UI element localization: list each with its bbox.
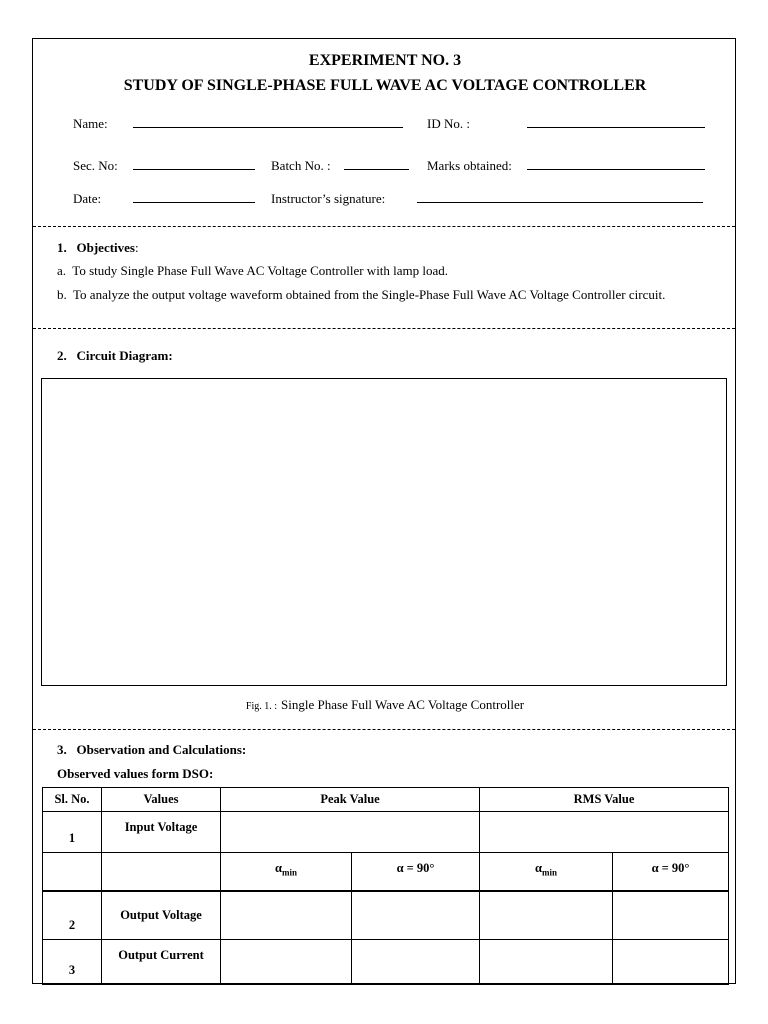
batch-field[interactable] [344, 169, 409, 170]
output-current-rms-min-cell[interactable] [480, 940, 613, 985]
batch-label: Batch No. : [271, 158, 331, 173]
marks-label: Marks obtained: [427, 158, 512, 173]
marks-field[interactable] [527, 169, 705, 170]
header-peak-value: Peak Value [221, 788, 480, 812]
row-value-label: Output Current [102, 940, 221, 985]
output-current-peak-min-cell[interactable] [221, 940, 352, 985]
input-peak-cell[interactable] [221, 812, 480, 853]
output-voltage-peak-90-cell[interactable] [352, 891, 480, 940]
empty-cell [102, 853, 221, 891]
objective-item: b. To analyze the output voltage waveform obtained from the Single-Phase Full Wave AC Voltage Controller circuit. [57, 287, 666, 302]
signature-label: Instructor’s signature: [271, 191, 386, 206]
sec-field[interactable] [133, 169, 255, 170]
lab-sheet [32, 38, 736, 984]
output-voltage-peak-min-cell[interactable] [221, 891, 352, 940]
alpha-min-header: $\alpha_{min}$ [480, 853, 613, 891]
header-sl-no: Sl. No. [43, 788, 102, 812]
output-voltage-rms-min-cell[interactable] [480, 891, 613, 940]
observation-heading: 3. Observation and Calculations: [57, 742, 247, 757]
header-values: Values [102, 788, 221, 812]
observation-subheading: Observed values form DSO: [57, 766, 214, 781]
signature-field[interactable] [417, 202, 703, 203]
name-field[interactable] [133, 127, 403, 128]
figure-caption: Fig. 1. : Single Phase Full Wave AC Voltage Controller [245, 697, 525, 712]
id-field[interactable] [527, 127, 705, 128]
row-value-label: Input Voltage [102, 812, 221, 853]
output-current-peak-90-cell[interactable] [352, 940, 480, 985]
observation-table [42, 787, 729, 985]
name-label: Name: [73, 116, 108, 131]
date-label: Date: [73, 191, 102, 206]
input-rms-cell[interactable] [480, 812, 729, 853]
objective-item: a. To study Single Phase Full Wave AC Voltage Controller with lamp load. [57, 263, 449, 278]
experiment-title: STUDY OF SINGLE-PHASE FULL WAVE AC VOLTAGE CONTROLLER [123, 77, 647, 94]
row-value-label: Output Voltage [102, 891, 221, 940]
header-rms-value: RMS Value [480, 788, 729, 812]
row-sl: 3 [43, 940, 102, 985]
output-current-rms-90-cell[interactable] [613, 940, 729, 985]
section-divider [33, 729, 735, 730]
empty-cell [43, 853, 102, 891]
id-label: ID No. : [427, 116, 470, 131]
section-divider [33, 328, 735, 329]
alpha-90-header: α = 90° [613, 853, 729, 891]
row-sl: 1 [43, 812, 102, 853]
alpha-90-header: α = 90° [352, 853, 480, 891]
circuit-diagram-box [41, 378, 727, 686]
sec-label: Sec. No: [73, 158, 118, 173]
objectives-heading: 1. Objectives: [57, 240, 139, 255]
experiment-number: EXPERIMENT NO. 3 [308, 52, 462, 69]
section-divider [33, 226, 735, 227]
date-field[interactable] [133, 202, 255, 203]
output-voltage-rms-90-cell[interactable] [613, 891, 729, 940]
alpha-min-header: $\alpha_{min}$ [221, 853, 352, 891]
row-sl: 2 [43, 891, 102, 940]
circuit-heading: 2. Circuit Diagram: [57, 348, 173, 363]
